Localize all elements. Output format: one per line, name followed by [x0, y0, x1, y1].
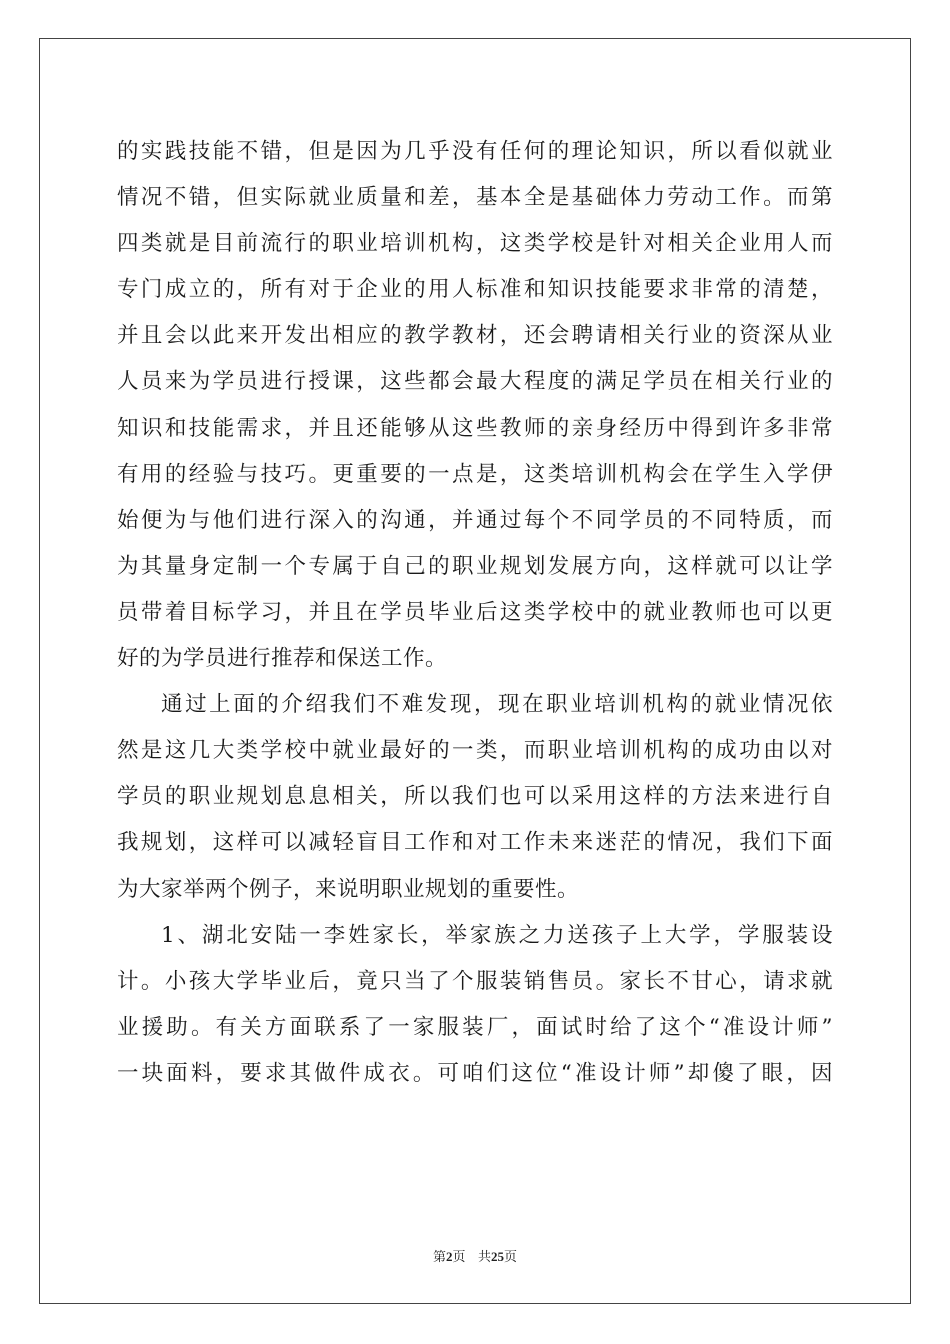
text-line: 员带着目标学习，并且在学员毕业后这类学校中的就业教师也可以更 — [117, 599, 833, 625]
footer-page-word: 页 — [452, 1250, 466, 1265]
page-footer — [0, 1246, 950, 1265]
text-line: 为大家举两个例子，来说明职业规划的重要性。 — [117, 876, 580, 902]
text-line: 的实践技能不错，但是因为几乎没有任何的理论知识，所以看似就业 — [117, 139, 833, 164]
text-line: 知识和技能需求，并且还能够从这些教师的亲身经历中得到许多非常 — [117, 415, 833, 441]
text-line: 情况不错，但实际就业质量和差，基本全是基础体力劳动工作。而第 — [117, 185, 833, 211]
text-line: 为其量身定制一个专属于自己的职业规划发展方向，这样就可以让学 — [117, 553, 833, 579]
text-line: 人员来为学员进行授课，这些都会最大程度的满足学员在相关行业的 — [117, 369, 833, 395]
current-page-number: 2 — [446, 1249, 453, 1264]
text-line: 专门成立的，所有对于企业的用人标准和知识技能要求非常的清楚， — [117, 277, 833, 303]
text-line: 我规划，这样可以减轻盲目工作和对工作未来迷茫的情况，我们下面 — [117, 830, 833, 856]
text-line: 然是这几大类学校中就业最好的一类，而职业培训机构的成功由以对 — [117, 738, 833, 764]
text-line: 好的为学员进行推荐和保送工作。 — [117, 646, 448, 672]
text-line: 一块面料，要求其做件成衣。可咱们这位“准设计师”却傻了眼，因 — [117, 1060, 833, 1086]
text-line: 有用的经验与技巧。更重要的一点是，这类培训机构会在学生入学伊 — [117, 461, 833, 487]
total-page-count: 25 — [490, 1249, 504, 1264]
text-line: 始便为与他们进行深入的沟通，并通过每个不同学员的不同特质，而 — [117, 507, 833, 533]
footer-prefix: 第 — [433, 1250, 447, 1265]
text-line: 1、湖北安陆一李姓家长，举家族之力送孩子上大学，学服装设 — [161, 922, 833, 948]
text-line: 并且会以此来开发出相应的教学教材，还会聘请相关行业的资深从业 — [117, 323, 833, 349]
text-line: 计。小孩大学毕业后，竟只当了个服装销售员。家长不甘心，请求就 — [117, 968, 833, 994]
text-line: 学员的职业规划息息相关，所以我们也可以采用这样的方法来进行自 — [117, 784, 833, 810]
text-line: 通过上面的介绍我们不难发现，现在职业培训机构的就业情况依 — [161, 692, 833, 718]
footer-total-prefix: 共 — [477, 1250, 491, 1265]
body-text — [117, 129, 833, 1097]
text-line: 业援助。有关方面联系了一家服装厂，面试时给了这个“准设计师” — [117, 1014, 833, 1040]
footer-total-suffix: 页 — [503, 1250, 517, 1265]
text-line: 四类就是目前流行的职业培训机构，这类学校是针对相关企业用人而 — [117, 231, 833, 257]
